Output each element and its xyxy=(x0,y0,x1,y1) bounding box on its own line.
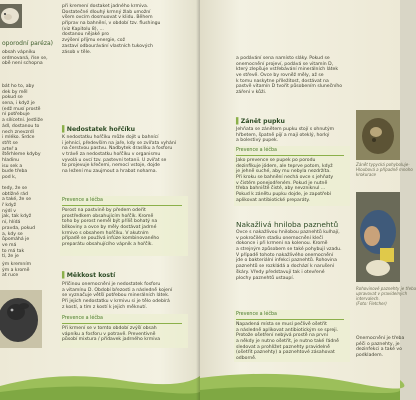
text-line: ým a kromě xyxy=(2,267,30,273)
col2-intro-text xyxy=(62,4,160,55)
text-line: prostředkem obsahujícím hořčík. Kromě xyxy=(62,213,154,219)
text-line: pod k, xyxy=(2,175,17,180)
photo-caption-2 xyxy=(356,286,416,306)
text-line: sena, i když je xyxy=(2,101,35,107)
text-line: Ovce s nakažlivou hnilobou paznehtů kulhají, xyxy=(236,230,340,235)
heading-magnesium-deficiency xyxy=(62,126,135,133)
text-line: jde o bakteriální infekci paznehtů. Rohovina xyxy=(236,258,337,264)
text-line: Při kroku se bahnění nechá ovce s jehňaty xyxy=(236,175,334,181)
text-line: péči o paznehty, je xyxy=(356,341,400,347)
bullet-icon: ▌ xyxy=(236,118,241,125)
text-line: obtížné rád xyxy=(2,191,29,197)
prevention-title-magnesium: Prevence a léčba xyxy=(62,198,103,203)
text-line: pastvě vitamín D tvořit působením slunečního xyxy=(236,84,343,90)
text-line: Napadená místa se musí pečlivě ošetřit xyxy=(236,322,327,327)
text-line: a někdy je nutno ošetřit, je nutno také řádně xyxy=(236,339,339,345)
hoof-photo xyxy=(356,192,400,282)
divider xyxy=(62,323,182,324)
text-line: ní potřebuje xyxy=(2,112,30,118)
text-line: záření v kůži. xyxy=(236,90,267,96)
black-sheep-photo xyxy=(0,290,42,348)
text-line: a bolestivý pupek. xyxy=(236,138,279,144)
text-line: k tomu naskytne příležitost, dostávat na xyxy=(236,78,329,84)
text-line: vápníku a fosforu v potravě. Preventivně xyxy=(62,331,156,337)
text-line: dokonce i při krmení na kolenou. Kromě xyxy=(236,241,328,247)
text-line: ve má xyxy=(2,242,17,248)
text-line: i mléko. Srdce xyxy=(2,135,35,141)
text-line: at ruce xyxy=(2,273,19,279)
right-col1-intro xyxy=(236,56,342,96)
col1-text-top xyxy=(2,50,48,67)
caption-line: upravovat v pravidelných xyxy=(356,291,408,296)
text-line: a, kdy se xyxy=(2,231,23,237)
text-line: to projevuje křečemi, nemocí vstoje, dojde xyxy=(62,163,160,169)
text-line: Porost na pastvině by předem odeřit xyxy=(62,208,146,213)
text-line: nýdí v xyxy=(2,208,17,214)
caption-line: Zánět typycká pohyboluje- xyxy=(356,162,410,167)
text-line: hladinu xyxy=(2,157,20,163)
text-line: Jehňata se zánětem pupku stojí s ohnutým xyxy=(236,127,335,132)
navel-text xyxy=(236,127,334,144)
text-line: (viz Kapitolu 8), ... xyxy=(62,26,104,32)
text-line: zásob v těle. xyxy=(62,49,92,55)
left-page xyxy=(0,0,200,400)
text-line: který zlepšuje vstřebávání minerálních látek xyxy=(236,67,339,73)
caption-line: Hloubová a případně mnoho xyxy=(356,167,413,172)
text-line: Při jejich nedostatku v krmivu si je tělo odebírá xyxy=(62,299,170,305)
heading-bone-softening xyxy=(62,272,115,279)
caption-line: (Foto: Fletcher) xyxy=(356,301,387,306)
text-line: (ošetřit paznehty) a paznehtové zásahovat xyxy=(236,350,335,356)
col1-text-low xyxy=(2,186,35,260)
heading-text: Měkkost kostí xyxy=(66,272,116,279)
prevention-text-bone xyxy=(62,326,160,343)
text-line: pravda, pokud xyxy=(2,225,36,231)
prevention-title-bone: Prevence a léčba xyxy=(62,316,103,321)
text-line: Příčinou onemocnění je nedostatek fosforu xyxy=(62,282,161,287)
text-line: ůpomáhá je xyxy=(2,237,30,243)
green-hill-decoration xyxy=(200,360,400,400)
heading-text: Nedostatek hořčíku xyxy=(66,126,136,133)
text-line: ve střevě. Ovce by rovněž měly, až se xyxy=(236,73,324,79)
photo-caption-1 xyxy=(356,162,413,177)
text-line: v trávě za nedostatku hořčíku v organismu xyxy=(62,152,161,158)
text-line: preparátu obsahujícího vápník a hořčík. xyxy=(62,242,153,248)
prevention-title-navel: Prevence a léčba xyxy=(236,148,277,153)
caption-line: Rohovinové paznehty je třeba xyxy=(356,286,416,291)
right-col2-bottom-text xyxy=(356,336,404,359)
text-line: zastaví odbourávání vlastních tukových xyxy=(62,43,153,49)
text-line: ým kremním xyxy=(2,262,32,267)
text-line: sledovat a prohlížet paznehty pravidelně xyxy=(236,344,330,350)
text-line: dezinfikuje jódem, ale teprve potom, když xyxy=(236,163,333,169)
text-line: V případě tohoto nakažlivého onemocnění xyxy=(236,252,334,258)
text-line: (edž musí prostě xyxy=(2,106,41,112)
text-line: v čistém ponejodřeném. Pokud je nutně xyxy=(236,180,328,186)
text-line: případě se používá infúze kombinovaného xyxy=(62,236,160,242)
text-line: působí mixtura / přídavek jadrného krmiva xyxy=(62,337,161,343)
text-line: Jako prevence se pupek po porodu xyxy=(236,158,316,163)
text-line: dezinfekci a také vo xyxy=(356,347,402,353)
text-line: pokud se xyxy=(2,95,23,101)
text-line: a také, že se xyxy=(2,197,32,203)
text-line: Dostatečné dlouhý krmný žlab umožní xyxy=(62,9,151,15)
text-line: i jehnící, především na jaře, kdy se zvířata vyhání xyxy=(62,140,177,146)
text-line: štěrhleme kdyby xyxy=(2,152,41,158)
right-page xyxy=(200,0,416,400)
heading-navel-inflammation xyxy=(236,118,285,125)
navel-photo xyxy=(356,110,400,160)
bullet-icon: ▌ xyxy=(62,126,67,133)
text-line: a sílícetní. Jestliže xyxy=(2,118,43,124)
text-line: třeba bahniště čisté, aby nevzniknul ... xyxy=(236,186,326,192)
text-line: na čerstvou pastvu. Nadbytek draslíku a fosforu xyxy=(62,146,173,152)
bone-softening-text xyxy=(62,282,172,310)
text-line: bílkoviny a ovce by měly dostávat jadrné xyxy=(62,225,157,231)
text-line: podkladem. xyxy=(356,353,384,359)
prevention-text-navel xyxy=(236,158,333,204)
text-line: tí, že je xyxy=(2,254,19,260)
text-line: aplikovat antibiotické preparáty. xyxy=(236,197,310,203)
text-line: onemocnění projeví, podává se vitamín D, xyxy=(236,61,334,67)
text-line: ř když xyxy=(2,203,17,209)
col1-text-mid xyxy=(2,84,43,181)
caption-line: krokurace xyxy=(356,172,377,177)
text-line: při kremení dostaket jadného krmiva. xyxy=(62,4,149,9)
text-line: jak, tak když xyxy=(2,214,32,220)
divider xyxy=(236,155,344,156)
text-line: a vitamínu D. Období březosti a následně kojení xyxy=(62,287,173,293)
text-line: Pokud k zánětu pupku dojde, je zapotřebí xyxy=(236,192,331,198)
text-line: ádl, dostanou to xyxy=(2,123,40,129)
bullet-icon: ▌ xyxy=(62,272,67,279)
text-line: dostanou nějaké pro xyxy=(62,32,109,38)
text-line: tedy, že se xyxy=(2,186,28,191)
text-line: na ležení mu zaujmout a hrabat nohama. xyxy=(62,169,157,175)
green-hill-decoration xyxy=(0,360,200,400)
magnesium-text xyxy=(62,135,176,175)
caption-line: intervalech. xyxy=(356,296,380,301)
text-line: plochy paznehtů ustaupí. xyxy=(236,275,295,281)
prevention-title-foot: Prevence a léčba xyxy=(236,312,277,317)
text-line: ordmovaná, říse se, xyxy=(2,55,48,61)
text-line: a podávání sena namísto sláky. Pokud se xyxy=(236,56,330,61)
text-line: obsah vápníku xyxy=(2,50,36,55)
text-line: a strejným způsobem se také pohybují vzadu. xyxy=(236,247,342,253)
text-line: toho by porost neměl být příliš bohatý na xyxy=(62,219,158,225)
text-line: zvýšení příjmu energie, což xyxy=(62,38,125,44)
prevention-text-magnesium xyxy=(62,208,159,248)
divider xyxy=(236,319,344,320)
sheep-head-photo xyxy=(0,4,22,28)
text-line: příprav na bahnění, v období tzv. flushingu xyxy=(62,21,161,27)
section-heading-paresis: oporodní paréza) xyxy=(2,40,54,47)
divider xyxy=(62,205,182,206)
foot-rot-text xyxy=(236,230,342,281)
text-line: z kostí, a tím z kostí k jejich měknutí. xyxy=(62,304,147,310)
text-line: střít se xyxy=(2,140,18,146)
text-line: bát ho to, aby xyxy=(2,84,35,89)
text-line: dek by měl xyxy=(2,89,28,95)
text-line: krmivo s obsahem hořčíku. V akutním xyxy=(62,230,149,236)
text-line: Při krmení se v tomto období zvýší obsah xyxy=(62,326,157,331)
text-line: škáry. Vředy představují tak i otevřené xyxy=(236,269,325,275)
text-line: hřbetem, špatně pijí a mají oteklý, horký xyxy=(236,132,330,138)
text-line: paznehtů se rozkládá a dochází k narušení xyxy=(236,264,335,270)
text-line: odborně. xyxy=(236,356,257,362)
prevention-text-foot xyxy=(236,322,339,362)
text-line: to má tak xyxy=(2,248,25,254)
text-line: nech znevzrdí xyxy=(2,129,34,135)
text-line: isu sek a xyxy=(2,163,23,169)
text-line: obě není schopna xyxy=(2,61,43,67)
heading-foot-rot: Nakažlivá hniloba paznehtů xyxy=(236,220,339,229)
heading-text: Zánět pupku xyxy=(240,118,285,125)
text-line: bude třeba xyxy=(2,169,28,175)
text-line: vyvolá u ovcí tzv. pastevní tetanii. U zvířat se xyxy=(62,157,167,163)
text-line: Onemocnění je třeba xyxy=(356,336,405,341)
text-line: všem ovcím dosmuovat v klidu. Během xyxy=(62,15,153,21)
col1-text-bottom xyxy=(2,262,31,279)
text-line: ní, hlídá xyxy=(2,220,21,226)
text-line: a následně aplikovat antibiotickým se spreji. xyxy=(236,327,339,333)
text-line: Protože ošetření nebývá prostě na první xyxy=(236,333,328,339)
text-line: je jehně suché, aby mu nebyla nezdržíta. xyxy=(236,169,331,175)
text-line: K nedostatku hořčíku může dojít u bahnící xyxy=(62,135,159,140)
text-line: v pokročilém stadiu onemocnění klečí xyxy=(236,235,323,241)
text-line: se vyznačuje větší potřebou minerálních látek. xyxy=(62,293,170,299)
text-line: arteř a xyxy=(2,146,18,152)
